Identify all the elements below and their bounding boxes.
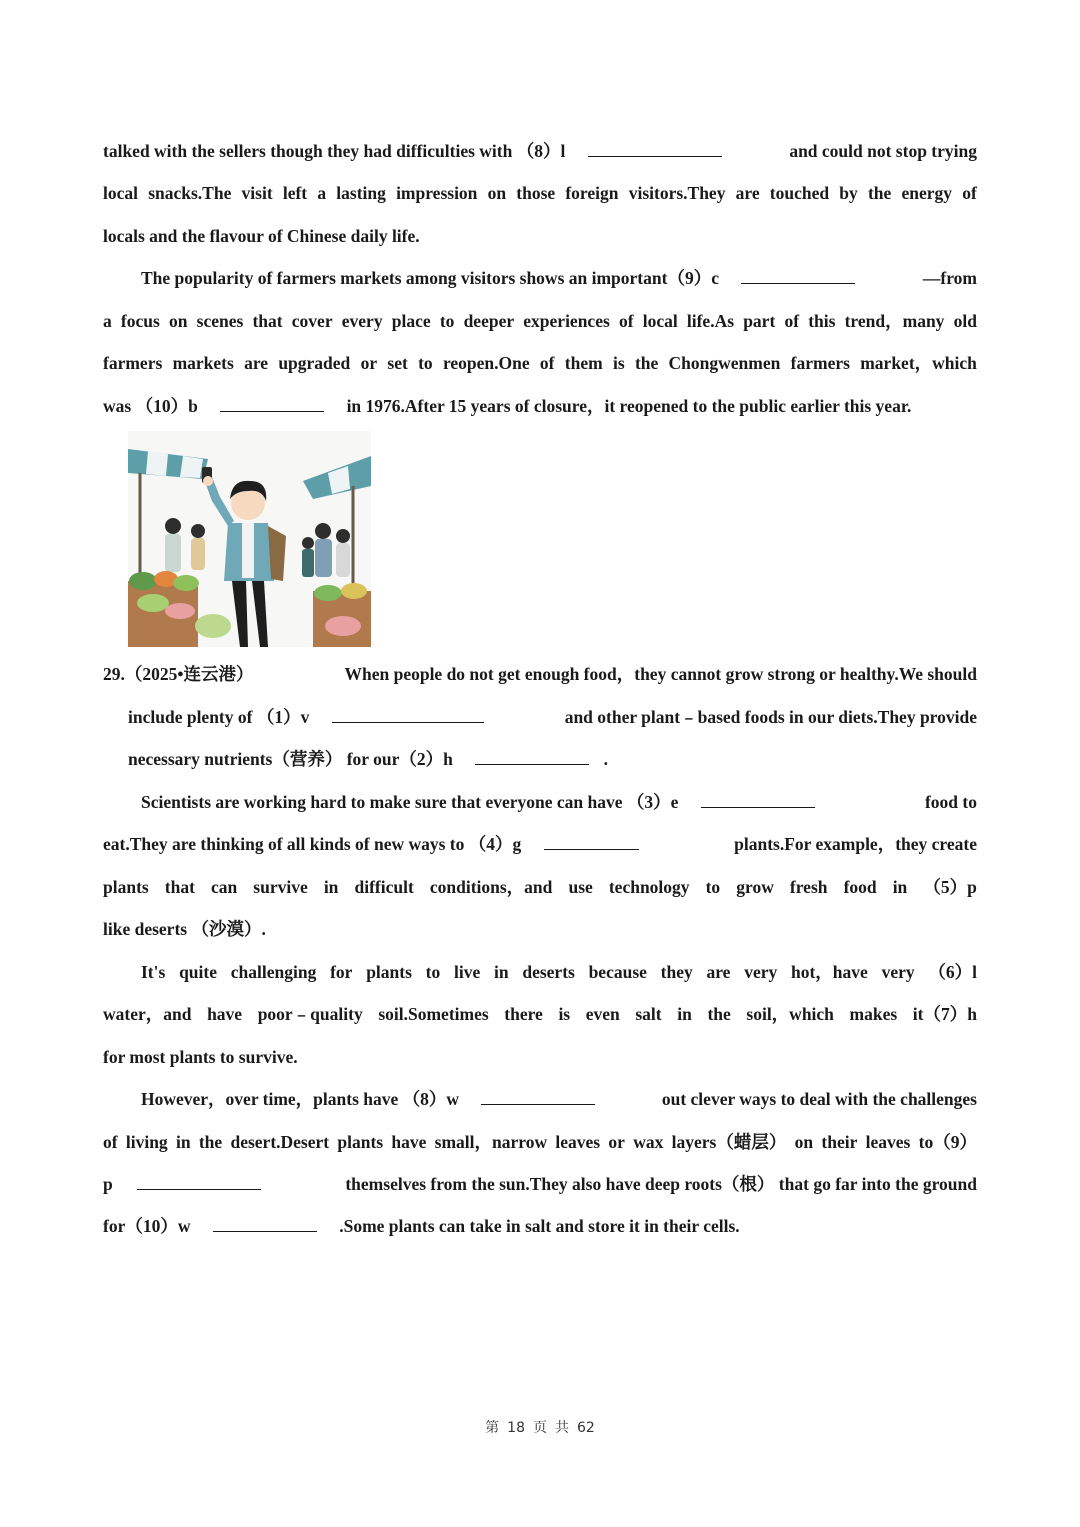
word: quite [179, 962, 217, 982]
blank-2-h[interactable] [475, 748, 589, 765]
word: focus [120, 311, 160, 331]
word: living [125, 1132, 168, 1152]
word: deeper [463, 311, 515, 331]
word: every [341, 311, 383, 331]
word: to（9） [918, 1132, 977, 1152]
word: water，and [103, 1004, 192, 1024]
word: trend，many [844, 311, 945, 331]
word: plants [103, 877, 149, 897]
word: old [953, 311, 977, 331]
blank-4-g[interactable] [544, 833, 639, 850]
word: is [558, 1004, 571, 1024]
word: deserts [522, 962, 575, 982]
q29-line-3-text-b: . [603, 749, 608, 769]
p5-line-3: for most plants to survive. [103, 1047, 298, 1067]
p4-line-3 [103, 875, 977, 899]
word: that [252, 311, 283, 331]
q29-line-2-text-a: include plenty of （1）v [128, 707, 310, 727]
word: left [282, 183, 308, 203]
word: a [317, 183, 327, 203]
p2-line-2 [103, 309, 977, 333]
question-number: 29.（2025•连云港） [103, 664, 254, 684]
word: food [843, 877, 877, 897]
p4-line-2 [103, 832, 977, 856]
word: that [164, 877, 195, 897]
word: on [487, 183, 507, 203]
word: use [568, 877, 593, 897]
word: small，narrow [434, 1132, 548, 1152]
word: of [539, 353, 555, 373]
footer-label-di: 第 [485, 1420, 500, 1436]
word: of [103, 1132, 118, 1152]
blank-8-w[interactable] [481, 1088, 595, 1105]
q29-line-2 [128, 705, 977, 729]
p5-line-2 [103, 1002, 977, 1026]
word: by [839, 183, 858, 203]
word: snacks.The [148, 183, 232, 203]
p6-line-4-text-b: .Some plants can take in salt and store it in their cells. [339, 1216, 740, 1236]
word: of [962, 183, 977, 203]
word: there [504, 1004, 543, 1024]
word: local [642, 311, 678, 331]
p6-line-1-text-b: out clever ways to deal with the challenges [661, 1089, 977, 1109]
word: on [168, 311, 188, 331]
p2-line-4-text-b: in 1976.After 15 years of closure，it reopened to the public earlier this year. [346, 396, 912, 416]
p2-line-4 [103, 394, 977, 418]
word: them [564, 353, 603, 373]
q29-line-2-text-b: and other plant﹣based foods in our diets.They provide [564, 707, 977, 727]
p4-line-2-text-b: plants.For example，they create [734, 834, 977, 854]
p4-line-1-text-a: Scientists are working hard to make sure that everyone can have （3）e [141, 792, 679, 812]
p6-line-2 [103, 1130, 977, 1154]
word: life.As [686, 311, 735, 331]
word: are [735, 183, 760, 203]
word: their [821, 1132, 858, 1152]
blank-9-c[interactable] [741, 267, 855, 284]
p6-line-3-text-b: themselves from the sun.They also have deep roots（根） that go far into the ground [345, 1174, 977, 1194]
word: leaves [555, 1132, 601, 1152]
word: to [425, 962, 441, 982]
word: a [103, 311, 112, 331]
p2-line-1-text-a: The popularity of farmers markets among visitors shows an important（9）c [141, 268, 719, 288]
word: in [323, 877, 339, 897]
p6-line-1-text-a: However，over time，plants have （8）w [141, 1089, 460, 1109]
word: in [493, 962, 509, 982]
word: lasting [336, 183, 386, 203]
blank-10-w[interactable] [213, 1215, 317, 1232]
p6-line-1 [103, 1087, 977, 1111]
word: conditions，and [429, 877, 553, 897]
word: local [103, 183, 138, 203]
word: on [794, 1132, 814, 1152]
word: salt [635, 1004, 662, 1024]
word: this [808, 311, 836, 331]
word: soil.Sometimes [378, 1004, 489, 1024]
word: energy [901, 183, 953, 203]
word: scenes [196, 311, 244, 331]
word: it（7）h [912, 1004, 977, 1024]
blank-10-b[interactable] [220, 395, 324, 412]
p4-line-1 [103, 790, 977, 814]
footer-label-gong: 共 [555, 1420, 569, 1436]
word: farmers [790, 353, 850, 373]
word: the [867, 183, 892, 203]
p1-line-2 [103, 181, 977, 205]
p2-line-3 [103, 351, 977, 375]
word: leaves [865, 1132, 911, 1152]
word: fresh [789, 877, 828, 897]
word: foreign [565, 183, 619, 203]
word: to [705, 877, 721, 897]
blank-1-v[interactable] [332, 706, 484, 723]
word: can [210, 877, 238, 897]
q29-line-3-text-a: necessary nutrients（营养） for our（2）h [128, 749, 453, 769]
word: very [881, 962, 915, 982]
word: of [784, 311, 800, 331]
word: even [585, 1004, 620, 1024]
word: farmers [103, 353, 163, 373]
p6-line-4 [103, 1214, 977, 1238]
word: the [198, 1132, 223, 1152]
word: markets [172, 353, 234, 373]
footer-total-pages: 62 [577, 1420, 595, 1436]
word: soil，which [746, 1004, 834, 1024]
word: It's [141, 962, 166, 982]
q29-line-1-text: When people do not get enough food，they cannot grow strong or healthy.We should [344, 664, 977, 684]
word: cover [291, 311, 333, 331]
word: grow [736, 877, 774, 897]
word: touched [769, 183, 830, 203]
p2-line-1-text-b: —from [922, 268, 977, 288]
word: very [744, 962, 778, 982]
word: place [391, 311, 431, 331]
p1-line-1-text-b: and could not stop trying [789, 141, 977, 161]
word: have [391, 1132, 427, 1152]
word: because [588, 962, 647, 982]
word: desert.Desert [230, 1132, 330, 1152]
blank-8-l[interactable] [588, 140, 722, 157]
word: part [743, 311, 776, 331]
word: plants [366, 962, 412, 982]
p6-line-3-text-a: p [103, 1174, 113, 1194]
word: for [330, 962, 353, 982]
word: in [677, 1004, 692, 1024]
word: technology [608, 877, 690, 897]
word: of [618, 311, 634, 331]
p1-line-1 [103, 139, 977, 163]
word: hot，have [791, 962, 868, 982]
word: （5）p [923, 877, 977, 897]
word: visit [241, 183, 273, 203]
word: market，which [860, 353, 977, 373]
word: upgraded [278, 353, 351, 373]
footer-label-ye: 页 [533, 1420, 547, 1436]
p2-line-1 [103, 266, 977, 290]
p5-line-1 [103, 960, 977, 984]
p6-line-4-text-a: for（10）w [103, 1216, 191, 1236]
p4-line-4: like deserts （沙漠）. [103, 919, 266, 939]
word: makes [849, 1004, 898, 1024]
word: wax [633, 1132, 664, 1152]
word: to [418, 353, 433, 373]
word: （6）l [928, 962, 977, 982]
word: is [612, 353, 625, 373]
word: layers（蜡层） [671, 1132, 787, 1152]
word: difficult [354, 877, 414, 897]
blank-9-p[interactable] [137, 1173, 261, 1190]
word: plants [337, 1132, 384, 1152]
word: reopen.One [442, 353, 530, 373]
blank-3-e[interactable] [701, 791, 815, 808]
word: survive [253, 877, 308, 897]
word: impression [396, 183, 478, 203]
farmers-market-illustration [128, 431, 371, 647]
word: Chongwenmen [668, 353, 781, 373]
word: they [660, 962, 693, 982]
word: experiences [523, 311, 610, 331]
word: are [706, 962, 731, 982]
word: live [453, 962, 481, 982]
word: in [175, 1132, 191, 1152]
word: those [516, 183, 556, 203]
p6-line-3 [103, 1172, 977, 1196]
word: challenging [230, 962, 317, 982]
word: the [707, 1004, 731, 1024]
word: visitors.They [628, 183, 726, 203]
footer-page-number: 18 [507, 1420, 525, 1436]
p2-line-4-text-a: was （10）b [103, 396, 198, 416]
p4-line-2-text-a: eat.They are thinking of all kinds of new ways to （4）g [103, 834, 522, 854]
word: the [634, 353, 659, 373]
word: in [892, 877, 908, 897]
p4-line-1-text-b: food to [924, 792, 977, 812]
p1-line-1-text-a: talked with the sellers though they had difficulties with （8）l [103, 141, 566, 161]
word: are [244, 353, 269, 373]
p1-line-3: locals and the flavour of Chinese daily life. [103, 226, 420, 246]
word: set [387, 353, 408, 373]
word: to [439, 311, 455, 331]
word: poor﹣quality [257, 1004, 363, 1024]
word: have [207, 1004, 243, 1024]
word: or [608, 1132, 625, 1152]
q29-line-3 [128, 747, 977, 771]
q29-line-1 [103, 662, 977, 686]
page-footer [0, 1417, 1080, 1437]
word: or [360, 353, 378, 373]
